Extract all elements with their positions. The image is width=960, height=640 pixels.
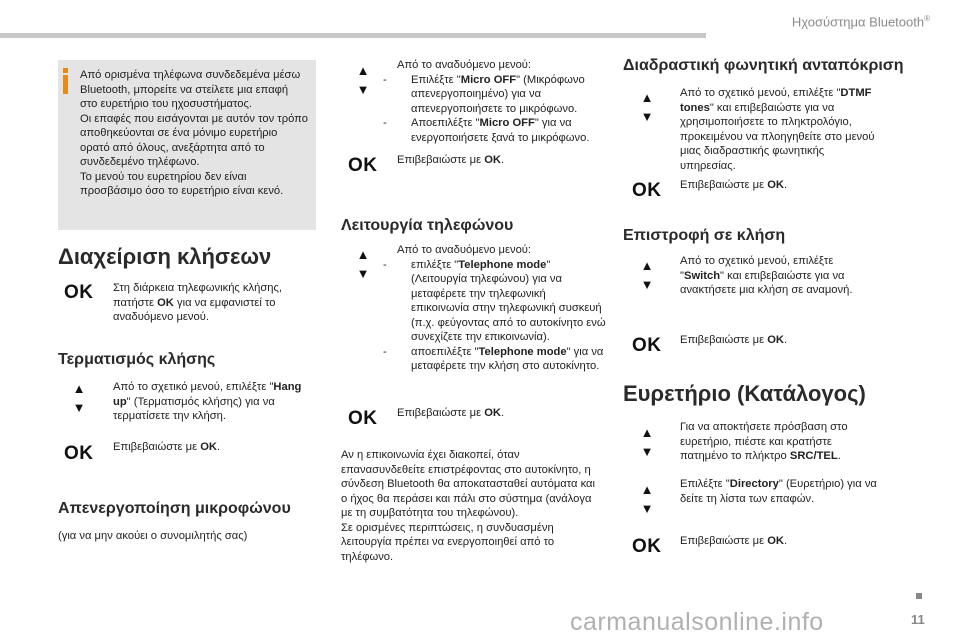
ok-button-icon: OK (632, 180, 662, 201)
directory-confirm: Επιβεβαιώστε με OK. (680, 535, 788, 547)
directory-select-text: Επιλέξτε "Directory" (Ευρετήριο) για να δείτε τη λίστα των επαφών. (680, 478, 877, 505)
telephone-mode-intro: Από το αναδυόμενο μενού: (397, 244, 532, 256)
call-back-confirm: Επιβεβαιώστε με OK. (680, 334, 788, 346)
ok-button-icon: OK (64, 282, 94, 303)
page-number: 11 (911, 612, 925, 627)
watermark: carmanualsonline.info (570, 608, 824, 636)
ok-button-icon: OK (632, 335, 662, 356)
info-paragraph: Οι επαφές που εισάγονται με αυτόν τον τρόπο αποθηκεύονται σε ένα μόνιμο ευρετήριο ορατό από όλους, ανεξάρτητα από το συνδεδεμένο τηλέφωνο. (80, 112, 308, 168)
info-paragraph: Από ορισμένα τηλέφωνα συνδεδεμένα μέσω Bluetooth, μπορείτε να στείλετε μια επαφή στο ευρετήριο του ηχοσυστήματος. (80, 69, 301, 110)
telephone-mode-note: Σε ορισμένες περιπτώσεις, η συνδυασμένη λειτουργία πρέπει να ενεργοποιηθεί από το τηλέφωνο. (341, 521, 555, 563)
voice-response-confirm: Επιβεβαιώστε με OK. (680, 179, 788, 191)
directory-access-text: Για να αποκτήσετε πρόσβαση στο ευρετήριο, πιέστε και κρατήστε πατημένο το πλήκτρο SRC/TEL. (680, 421, 848, 462)
section-title-directory: Ευρετήριο (Κατάλογος) (623, 381, 866, 406)
telephone-mode-confirm: Επιβεβαιώστε με OK. (397, 407, 505, 419)
telephone-mode-item-1: - επιλέξτε "Telephone mode" (Λειτουργία τηλεφώνου) για να μεταφέρετε την τηλεφωνική επικοινωνία στην τηλεφωνική συσκευή (π.χ. φεύγοντας από το αυτοκίνητο ενώ συνεχίζετε την επικοινωνία). (383, 258, 606, 343)
end-call-confirm: Επιβεβαιώστε με OK. (113, 441, 221, 453)
mic-off-confirm: Επιβεβαιώστε με OK. (397, 154, 505, 166)
up-down-arrows-icon: ▲ ▼ (640, 425, 654, 459)
ok-button-icon: OK (64, 443, 94, 464)
up-down-arrows-icon: ▲ ▼ (640, 482, 654, 516)
header-bar (0, 33, 706, 38)
section-title-voice-response: Διαδραστική φωνητική ανταπόκριση (623, 57, 904, 74)
mic-off-instructions (383, 58, 607, 145)
up-down-arrows-icon: ▲ ▼ (356, 63, 370, 97)
mic-off-intro: Από το αναδυόμενο μενού: (397, 59, 532, 71)
call-management-text: Στη διάρκεια τηλεφωνικής κλήσης, πατήστε OK για να εμφανιστεί το αναδυόμενο μενού. (113, 282, 282, 323)
up-down-arrows-icon: ▲ ▼ (640, 258, 654, 292)
up-down-arrows-icon: ▲ ▼ (72, 381, 86, 415)
section-title-call-back: Επιστροφή σε κλήση (623, 227, 786, 244)
info-box-text (80, 68, 308, 199)
voice-response-text: Από το σχετικό μενού, επιλέξτε "DTMF tones" και επιβεβαιώστε για να χρησιμοποιήσετε το πληκτρολόγιο, προκειμένου να πλοηγηθείτε στο μενού μιας διαδραστικής φωνητικής υπηρεσίας. (680, 87, 875, 172)
info-paragraph: Το μενού του ευρετηρίου δεν είναι προσβάσιμο όσο το ευρετήριο είναι κενό. (80, 170, 284, 197)
page-header-title: Ηχοσύστημα Bluetooth® (791, 14, 930, 30)
mic-off-item-2: - Αποεπιλέξτε "Micro OFF" για να ενεργοποιήσετε ξανά το μικρόφωνο. (383, 117, 590, 144)
telephone-mode-item-2: - αποεπιλέξτε "Telephone mode" για να μεταφέρετε την κλήση στο αυτοκίνητο. (383, 345, 604, 372)
page-marker (916, 593, 922, 599)
section-title-mic-off: Απενεργοποίηση μικροφώνου (58, 500, 291, 517)
ok-button-icon: OK (348, 408, 378, 429)
section-title-call-management: Διαχείριση κλήσεων (58, 244, 272, 269)
ok-button-icon: OK (632, 536, 662, 557)
telephone-mode-instructions (383, 243, 607, 374)
call-back-text: Από το σχετικό μενού, επιλέξτε "Switch" και επιβεβαιώστε για να ανακτήσετε μια κλήση σε αναμονή. (680, 255, 853, 296)
section-title-telephone-mode: Λειτουργία τηλεφώνου (341, 217, 514, 234)
mic-off-item-1: - Επιλέξτε "Micro OFF" (Μικρόφωνο απενεργοποιημένο) για να απενεργοποιήσετε το μικρόφωνο. (383, 73, 585, 115)
telephone-mode-note: Αν η επικοινωνία έχει διακοπεί, όταν επανασυνδεθείτε επιστρέφοντας στο αυτοκίνητο, η σύνδεση Bluetooth θα αποκατασταθεί αυτόματα και ο ήχος θα περάσει και πάλι στο σύστημα (ανάλογα με τη συμβατότητα του τηλεφώνου). (341, 449, 595, 519)
section-title-end-call: Τερματισμός κλήσης (58, 351, 216, 368)
info-icon (63, 68, 69, 94)
ok-button-icon: OK (348, 155, 378, 176)
telephone-mode-notes (341, 448, 603, 564)
mic-off-note: (για να μην ακούει ο συνομιλητής σας) (58, 530, 248, 542)
up-down-arrows-icon: ▲ ▼ (640, 90, 654, 124)
up-down-arrows-icon: ▲ ▼ (356, 247, 370, 281)
end-call-text: Από το σχετικό μενού, επιλέξτε "Hang up" (Τερματισμός κλήσης) για να τερματίσετε την κλήση. (113, 381, 302, 422)
